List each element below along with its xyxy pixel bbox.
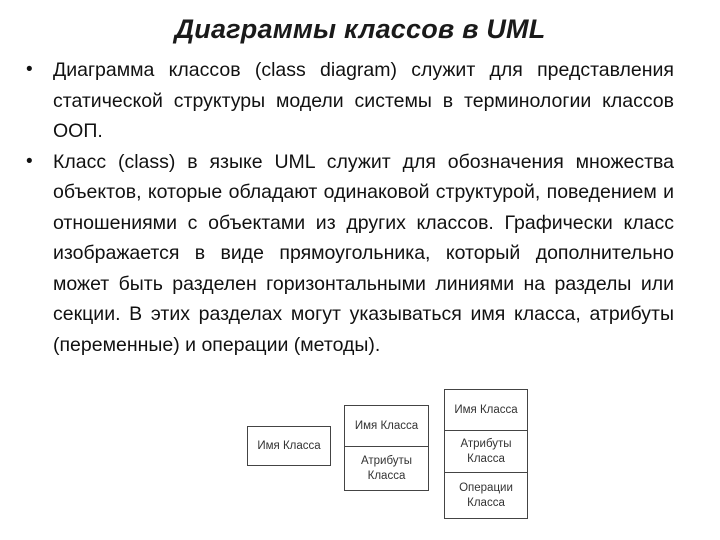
- uml-class-name-section: [345, 406, 428, 446]
- bullet-marker: •: [26, 150, 33, 172]
- bullet-text: Класс (class) в языке UML служит для обозначения множества объектов, которые обладают одинаковой структурой, поведением и отношениями с объектами из других классов. Графически класс изображается в виде прямоугольника, который дополнительно может быть разделен горизонтальными линиями на разделы или секции. В этих разделах могут указываться имя класса, атрибуты (переменные) и операции (методы).: [53, 150, 674, 356]
- uml-class-name: Имя Класса: [354, 419, 419, 432]
- uml-class-name-section: [248, 427, 330, 465]
- uml-class-box-two-sections: [344, 405, 429, 491]
- uml-class-box-one-section: [247, 426, 331, 466]
- uml-operations-section: [445, 472, 527, 518]
- bullet-marker: •: [26, 59, 33, 80]
- uml-attributes-label: Класса: [467, 452, 505, 465]
- uml-class-box-three-sections: [444, 389, 528, 519]
- uml-attributes-label: Атрибуты: [360, 454, 413, 467]
- uml-attributes-label: Класса: [367, 469, 406, 482]
- uml-class-name-section: [445, 390, 527, 430]
- bullet-list: [20, 55, 674, 360]
- uml-class-name: Имя Класса: [454, 403, 518, 416]
- uml-attributes-label: Атрибуты: [460, 437, 512, 450]
- bullet-text: Диаграмма классов (class diagram) служит для представления статической структуры модели системы в терминологии классов ООП.: [53, 59, 674, 142]
- slide-title: Диаграммы классов в UML: [174, 14, 546, 44]
- bullet-item-class-diagram: [20, 55, 674, 147]
- uml-class-name: Имя Класса: [257, 439, 321, 452]
- uml-operations-label: Операции: [459, 481, 513, 494]
- uml-operations-label: Класса: [467, 496, 505, 509]
- bullet-item-class-definition: [20, 147, 674, 361]
- uml-attributes-section: [345, 446, 428, 490]
- uml-attributes-section: [445, 430, 527, 472]
